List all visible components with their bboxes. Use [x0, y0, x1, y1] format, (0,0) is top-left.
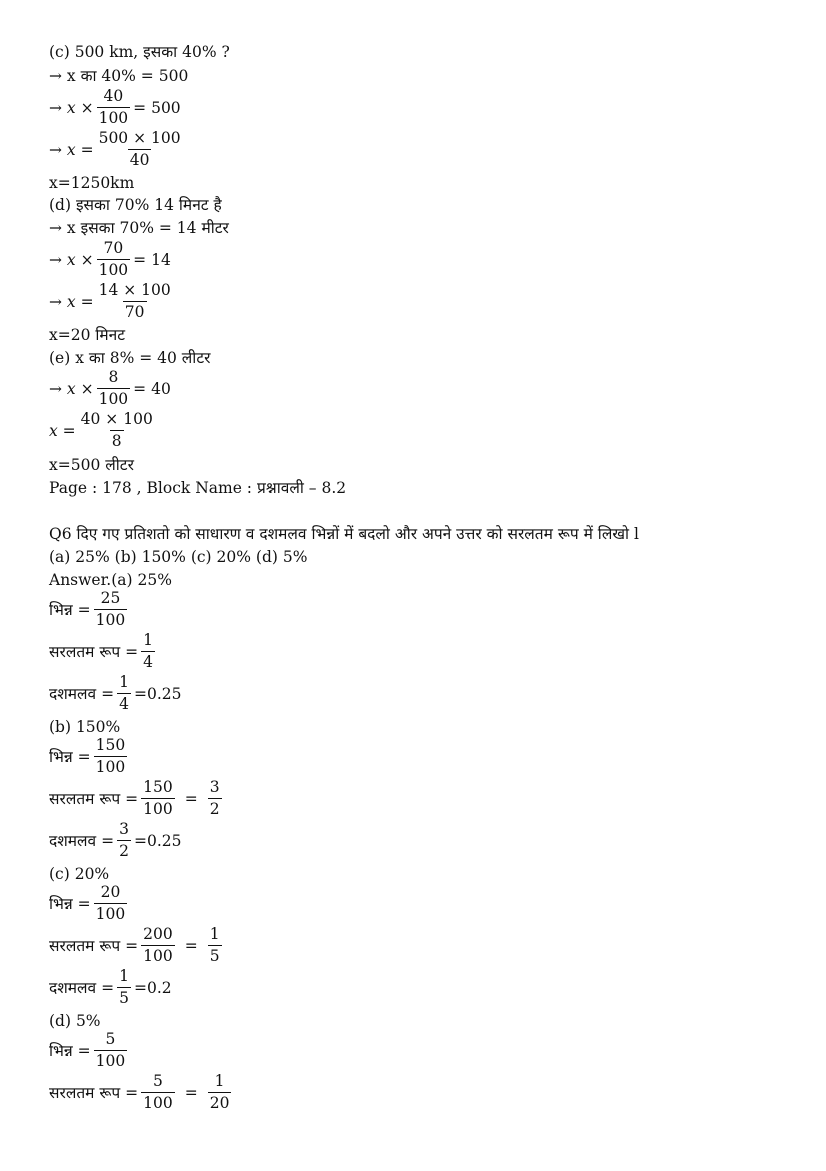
label: दशमलव =	[49, 978, 115, 997]
line-c-step3	[49, 128, 186, 171]
denominator: 100	[143, 1094, 173, 1112]
fraction	[208, 1071, 232, 1114]
line-e-question: (e) x का 8% = 40 लीटर	[49, 349, 211, 367]
label: भिन्न =	[49, 747, 91, 766]
equals-sign: =	[184, 936, 198, 955]
line-e-step1	[49, 367, 171, 410]
denominator: 100	[143, 947, 173, 965]
denominator: 4	[143, 653, 153, 671]
numerator: 5	[152, 1072, 163, 1090]
answer-d-fraction	[49, 1029, 130, 1072]
label: भिन्न =	[49, 894, 91, 913]
answer-a-simplest	[49, 630, 158, 673]
label: सरलतम रूप =	[49, 936, 139, 955]
numerator: 500 × 100	[98, 129, 181, 147]
denominator: 100	[98, 109, 129, 127]
expr-prefix: → x ×	[49, 250, 94, 269]
denominator: 100	[98, 390, 129, 408]
expr-prefix: x =	[49, 421, 76, 440]
denominator: 2	[209, 800, 220, 818]
answer-c-simplest	[49, 924, 225, 967]
denominator: 8	[111, 432, 122, 450]
question-6-options: (a) 25% (b) 150% (c) 20% (d) 5%	[49, 548, 308, 566]
numerator: 150	[143, 778, 173, 796]
fraction	[141, 1071, 175, 1114]
denominator: 5	[119, 989, 129, 1007]
expr-prefix: → x ×	[49, 379, 94, 398]
denominator: 40	[129, 151, 150, 169]
fraction	[79, 409, 155, 452]
line-c-step1: → x का 40% = 500	[49, 67, 189, 85]
answer-a-heading: Answer.(a) 25%	[49, 571, 172, 589]
answer-a-decimal	[49, 672, 181, 715]
line-d-result: x=20 मिनट	[49, 326, 126, 344]
numerator: 70	[103, 239, 124, 257]
value: =0.25	[133, 684, 182, 703]
label: दशमलव =	[49, 684, 115, 703]
fraction	[97, 280, 173, 323]
numerator: 1	[119, 673, 129, 691]
line-e-step2	[49, 409, 158, 452]
numerator: 40 × 100	[80, 410, 153, 428]
numerator: 1	[119, 967, 129, 985]
denominator: 2	[119, 842, 129, 860]
answer-c-decimal	[49, 966, 172, 1009]
answer-b-decimal	[49, 819, 181, 862]
expr-prefix: → x ×	[49, 98, 94, 117]
denominator: 100	[98, 261, 129, 279]
question-6: Q6 दिए गए प्रतिशतो को साधारण व दशमलव भिन्नों में बदलो और अपने उत्तर को सरलतम रूप में लिखो l	[49, 525, 639, 543]
denominator: 4	[119, 695, 129, 713]
equals-sign: =	[184, 789, 198, 808]
denominator: 100	[95, 758, 126, 776]
numerator: 150	[95, 736, 126, 754]
answer-c-fraction	[49, 882, 130, 925]
label: भिन्न =	[49, 600, 91, 619]
numerator: 1	[209, 925, 220, 943]
label: सरलतम रूप =	[49, 642, 139, 661]
fraction	[94, 735, 128, 778]
numerator: 3	[119, 820, 129, 838]
page-block-reference: Page : 178 , Block Name : प्रश्नावली – 8.2	[49, 479, 347, 497]
equals-sign: =	[184, 1083, 198, 1102]
fraction	[94, 1029, 128, 1072]
denominator: 100	[95, 611, 126, 629]
denominator: 20	[209, 1094, 230, 1112]
denominator: 5	[209, 947, 220, 965]
numerator: 5	[105, 1030, 116, 1048]
answer-b-heading: (b) 150%	[49, 718, 121, 736]
answer-b-simplest	[49, 777, 225, 820]
numerator: 1	[214, 1072, 225, 1090]
fraction	[97, 367, 131, 410]
line-d-step2	[49, 238, 171, 281]
expr-suffix: = 14	[133, 250, 171, 269]
fraction	[94, 882, 128, 925]
line-d-step1: → x इसका 70% = 14 मीटर	[49, 219, 229, 237]
label: सरलतम रूप =	[49, 789, 139, 808]
expr-suffix: = 500	[133, 98, 181, 117]
numerator: 200	[143, 925, 173, 943]
line-c-result: x=1250km	[49, 174, 135, 192]
denominator: 100	[143, 800, 173, 818]
fraction	[208, 777, 222, 820]
fraction	[117, 966, 131, 1009]
answer-a-fraction	[49, 588, 130, 631]
value: =0.25	[133, 831, 182, 850]
line-d-question: (d) इसका 70% 14 मिनट है	[49, 196, 222, 214]
fraction	[97, 86, 131, 129]
answer-d-heading: (d) 5%	[49, 1012, 101, 1030]
numerator: 20	[100, 883, 121, 901]
expr-suffix: = 40	[133, 379, 171, 398]
fraction	[208, 924, 222, 967]
line-c-step2	[49, 86, 181, 129]
line-e-result: x=500 लीटर	[49, 456, 134, 474]
value: =0.2	[133, 978, 172, 997]
numerator: 8	[108, 368, 119, 386]
answer-d-simplest	[49, 1071, 234, 1114]
fraction	[141, 630, 155, 673]
fraction	[141, 924, 175, 967]
label: दशमलव =	[49, 831, 115, 850]
answer-b-fraction	[49, 735, 130, 778]
expr-prefix: → x =	[49, 292, 94, 311]
fraction	[94, 588, 128, 631]
denominator: 100	[95, 1052, 126, 1070]
numerator: 1	[143, 631, 153, 649]
label: सरलतम रूप =	[49, 1083, 139, 1102]
fraction	[141, 777, 175, 820]
numerator: 40	[103, 87, 124, 105]
denominator: 100	[95, 905, 126, 923]
fraction	[117, 819, 131, 862]
denominator: 70	[124, 303, 145, 321]
line-d-step3	[49, 280, 176, 323]
answer-c-heading: (c) 20%	[49, 865, 110, 883]
numerator: 14 × 100	[98, 281, 171, 299]
line-c-question: (c) 500 km, इसका 40% ?	[49, 43, 230, 61]
numerator: 3	[209, 778, 220, 796]
fraction	[117, 672, 131, 715]
fraction	[97, 128, 183, 171]
expr-prefix: → x =	[49, 140, 94, 159]
fraction	[97, 238, 131, 281]
numerator: 25	[100, 589, 121, 607]
label: भिन्न =	[49, 1041, 91, 1060]
